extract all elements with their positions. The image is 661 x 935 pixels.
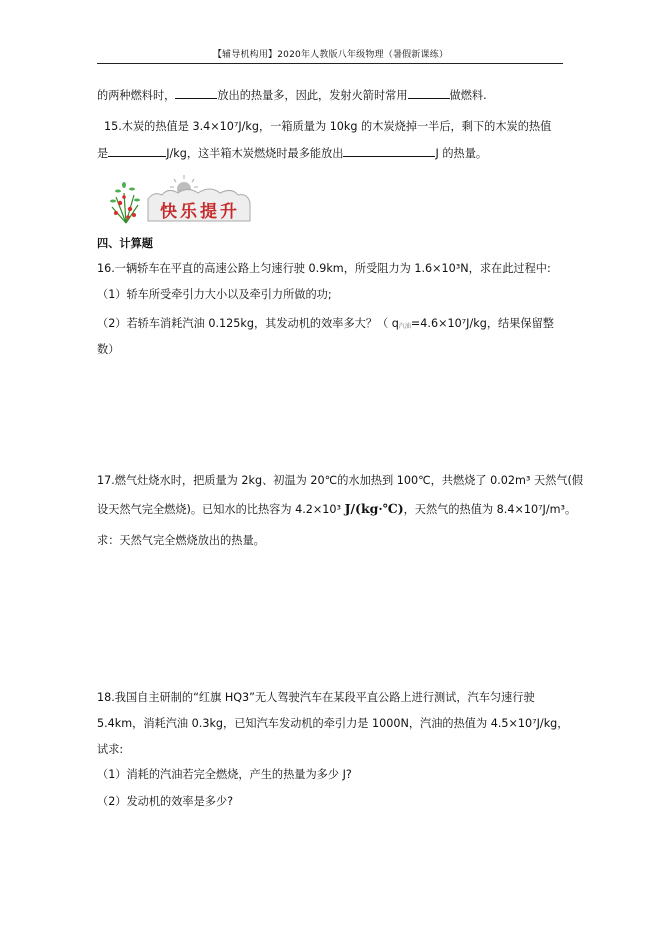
q17-text-b: ，天然气的热值为 8.4×10⁷J/m³。 xyxy=(403,503,577,516)
q17-text-a: 设天然气完全燃烧)。已知水的比热容为 4.2×10³ xyxy=(97,503,345,516)
q16-sub2-text-b: =4.6×10⁷J/kg，结果保留整 xyxy=(410,317,554,330)
q16-sub-2 xyxy=(97,315,554,331)
answer-blank-2[interactable] xyxy=(408,88,450,99)
previous-question-line xyxy=(97,87,487,103)
q18-sub-1: （1）消耗的汽油若完全燃烧，产生的热量为多少 J? xyxy=(97,768,352,781)
prev-text-b: 放出的热量多，因此，发射火箭时常用 xyxy=(217,89,408,102)
q15-line-2 xyxy=(97,145,487,161)
q15-line-1: 15.木炭的热值是 3.4×10⁷J/kg，一箱质量为 10kg 的木炭烧掉一半后，剩下的木炭的热值 xyxy=(104,120,552,133)
q16-line-1: 16.一辆轿车在平直的高速公路上匀速行驶 0.9km，所受阻力为 1.6×10³N，求在此过程中: xyxy=(97,262,551,275)
q18-line-2: 5.4km，消耗汽油 0.3kg，已知汽车发动机的牵引力是 1000N，汽油的热值为 4.5×10⁷J/kg， xyxy=(97,717,569,730)
q15-text-c: J 的热量。 xyxy=(435,147,488,160)
answer-blank-1[interactable] xyxy=(175,88,217,99)
logo-text: 快乐提升 xyxy=(160,202,240,222)
prev-text-c: 做燃料. xyxy=(449,89,487,102)
q16-sub-2-cont: 数） xyxy=(97,343,120,356)
q15-answer-blank-2[interactable] xyxy=(343,146,435,157)
q16-sub2-text-a: （2）若轿车消耗汽油 0.125kg，其发动机的效率多大？（ q xyxy=(97,317,399,330)
q15-answer-blank-1[interactable] xyxy=(108,146,166,157)
prev-text-a: 的两种燃料时， xyxy=(97,89,176,102)
q17-line-3: 求：天然气完全燃烧放出的热量。 xyxy=(97,534,265,547)
q16-sub-1: （1）轿车所受牵引力大小以及牵引力所做的功; xyxy=(97,288,332,301)
q17-line-1: 17.燃气灶烧水时，把质量为 2kg、初温为 20℃的水加热到 100℃，共燃烧了 0.02m³ 天然气(假 xyxy=(97,474,584,487)
section-title: 四、计算题 xyxy=(97,237,153,250)
q16-sub2-subscript: 汽油 xyxy=(398,323,411,330)
q17-unit: J/(kg·℃) xyxy=(344,501,404,516)
q18-line-3: 试求: xyxy=(97,743,124,756)
happy-improve-logo xyxy=(104,173,274,225)
header-divider xyxy=(97,63,563,64)
q15-text-a: 是 xyxy=(97,147,109,160)
q15-text-b: J/kg，这半箱木炭燃烧时最多能放出 xyxy=(166,147,344,160)
page-header: 【辅导机构用】2020年人教版八年级物理（暑假新课练） xyxy=(212,50,449,60)
q18-sub-2: （2）发动机的效率是多少? xyxy=(97,795,234,808)
q17-line-2 xyxy=(97,501,576,517)
q18-line-1: 18.我国自主研制的“红旗 HQ3”无人驾驶汽车在某段平直公路上进行测试，汽车匀速行驶 xyxy=(97,691,535,704)
